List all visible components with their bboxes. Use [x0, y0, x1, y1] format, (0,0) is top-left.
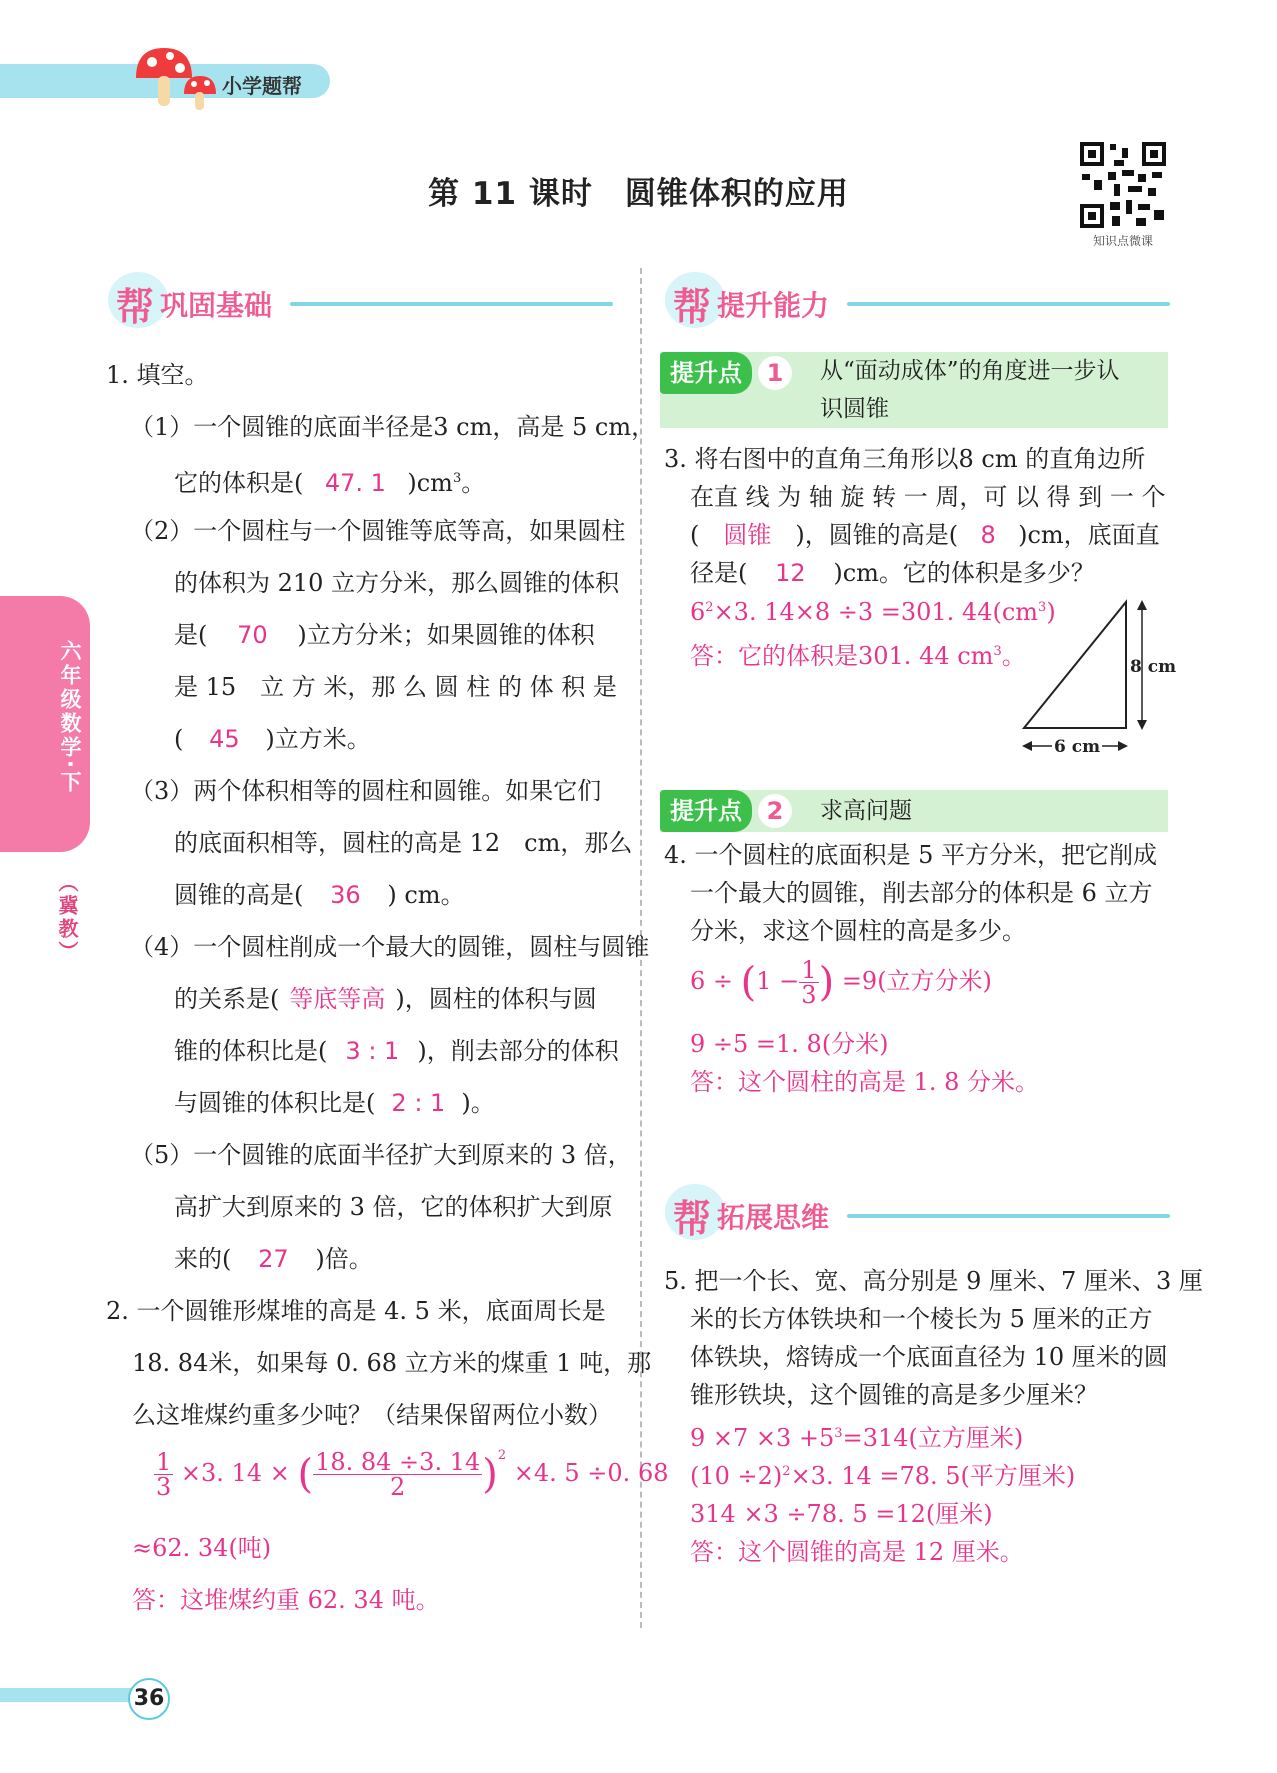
q1-p1-line1: （1）一个圆锥的底面半径是3 cm，高是 5 cm，	[130, 413, 656, 441]
q1-p2-line2: 的体积为 210 立方分米，那么圆锥的体积	[174, 569, 620, 597]
q4-solution-step2: 9 ÷5 =1. 8(分米)	[690, 1030, 889, 1058]
q5-answer: 答：这个圆锥的高是 12 厘米。	[690, 1538, 1024, 1566]
q3-line4: 径是( 12 )cm。它的体积是多少？	[690, 554, 1095, 592]
q3-answer: 答：它的体积是301. 44 $cm^3$。	[690, 642, 1026, 670]
section-line	[290, 302, 613, 306]
answer-blank: 2 : 1	[391, 1089, 446, 1117]
qr-code-icon[interactable]	[1078, 140, 1168, 230]
answer-blank: 3 : 1	[345, 1037, 400, 1065]
section-extend-header	[665, 1184, 1170, 1240]
q4-solution-step1: 6 ÷ (1 − $\frac{1}{3}$ ) =9(立方分米)	[690, 956, 992, 1009]
answer-blank: 12	[775, 559, 806, 587]
q4-line3: 分米，求这个圆柱的高是多少。	[690, 917, 1026, 945]
q1-p5-line1: （5）一个圆锥的底面半径扩大到原来的 3 倍，	[130, 1141, 632, 1169]
q1-p2-line3: 是( 70 )立方分米；如果圆锥的体积	[174, 616, 595, 654]
brand-name: 小学题帮	[222, 74, 302, 98]
q1-p4-line1: （4）一个圆柱削成一个最大的圆锥，圆柱与圆锥	[130, 933, 650, 961]
right-triangle-figure	[1010, 596, 1177, 762]
q5-solution-step3: 314 ×3 ÷78. 5 =12(厘米)	[690, 1500, 993, 1528]
q1-p3-line3: 圆锥的高是( 36 ) cm。	[174, 876, 465, 914]
page-title: 第 11 课时 圆锥体积的应用	[428, 176, 849, 212]
q1-p2-line5: ( 45 )立方米。	[174, 720, 371, 758]
q4-line1: 4. 一个圆柱的底面积是 5 平方分米，把它削成	[664, 841, 1158, 869]
section-line	[847, 302, 1170, 306]
section-badge: 帮	[108, 272, 168, 328]
q1-p4-line3: 锥的体积比是( 3 : 1 )，削去部分的体积	[174, 1032, 619, 1070]
point1-text-line2: 识圆锥	[820, 396, 889, 422]
q3-line3: ( 圆锥 )，圆锥的高是( 8 )cm，底面直	[690, 516, 1160, 554]
section-basic-header	[108, 272, 613, 328]
section-title: 提升能力	[717, 289, 830, 322]
page-number: 36	[128, 1678, 170, 1720]
q3-line2: 在直 线 为 轴 旋 转 一 周，可 以 得 到 一 个	[690, 483, 1166, 511]
point1-tag: 提升点	[660, 352, 752, 394]
q1-p2-line1: （2）一个圆柱与一个圆锥等底等高，如果圆柱	[130, 517, 626, 545]
q1-p2-line4: 是 15 立 方 米，那 么 圆 柱 的 体 积 是	[174, 673, 617, 701]
answer-blank: 70	[237, 621, 268, 649]
q5-line2: 米的长方体铁块和一个棱长为 5 厘米的正方	[690, 1305, 1153, 1333]
q1-p1-line2: 它的体积是( 47. 1 )$cm^3$。	[174, 460, 485, 502]
q1-p5-line2: 高扩大到原来的 3 倍，它的体积扩大到原	[174, 1193, 613, 1221]
q5-line1: 5. 把一个长、宽、高分别是 9 厘米、7 厘米、3 厘	[664, 1267, 1203, 1295]
point1-bar	[660, 352, 1168, 428]
point1-text-line1: 从“面动成体”的角度进一步认	[820, 358, 1120, 384]
point2-text: 求高问题	[820, 798, 912, 824]
section-badge: 帮	[665, 272, 725, 328]
point2-number: 2	[758, 794, 792, 828]
q1-p3-line1: （3）两个体积相等的圆柱和圆锥。如果它们	[130, 777, 602, 805]
q1-p3-line2: 的底面积相等，圆柱的高是 12 cm，那么	[174, 829, 633, 857]
q2-answer: 答：这堆煤约重 62. 34 吨。	[132, 1586, 440, 1614]
answer-blank: 27	[258, 1245, 289, 1273]
side-tab-edition: （冀教）	[55, 872, 79, 964]
q3-line1: 3. 将右图中的直角三角形以8 cm 的直角边所	[664, 445, 1146, 473]
point1-number: 1	[758, 356, 792, 390]
point2-tag: 提升点	[660, 790, 752, 832]
section-title: 拓展思维	[717, 1201, 830, 1234]
q1-title: 1. 填空。	[106, 361, 209, 389]
mushroom-logo-icon	[128, 42, 228, 112]
answer-blank: 等底等高	[289, 985, 386, 1013]
answer-blank: 47. 1	[324, 469, 386, 497]
q2-line1: 2. 一个圆锥形煤堆的高是 4. 5 米，底面周长是	[106, 1297, 606, 1325]
triangle-height-label: 8 cm	[1130, 657, 1177, 677]
q4-answer: 答：这个圆柱的高是 1. 8 分米。	[690, 1068, 1040, 1096]
point2-bar	[660, 790, 1168, 832]
answer-blank: 8	[980, 521, 996, 549]
q2-line2: 18. 84米，如果每 0. 68 立方米的煤重 1 吨，那	[132, 1349, 652, 1377]
answer-blank: 36	[330, 881, 361, 909]
triangle-base-label: 6 cm	[1054, 737, 1101, 757]
qr-caption: 知识点微课	[1092, 234, 1153, 248]
q2-solution-step1: $\frac{1}{3}$ ×3. 14 × ( $\frac{18. 84 \div 3. 14}{2}$ )$^2$ ×4. 5 ÷0. 68	[156, 1448, 669, 1501]
section-line	[847, 1214, 1170, 1218]
section-badge: 帮	[665, 1184, 725, 1240]
section-improve-header	[665, 272, 1170, 328]
q2-solution-step2: ≈62. 34(吨)	[132, 1534, 272, 1562]
q5-solution-step1: $9 \times 7 \times 3 +5^3=314$(立方厘米)	[690, 1424, 1024, 1452]
q2-line3: 么这堆煤约重多少吨？（结果保留两位小数）	[132, 1401, 612, 1429]
q5-solution-step2: $(10 \div 2)^2\times 3$. 14 =78. 5(平方厘米)	[690, 1462, 1076, 1490]
answer-blank: 圆锥	[723, 521, 772, 549]
q1-p5-line3: 来的( 27 )倍。	[174, 1240, 373, 1278]
q1-p4-line2: 的关系是( 等底等高 )，圆柱的体积与圆	[174, 980, 597, 1018]
side-tab-grade: 六年级数学·下	[58, 640, 82, 795]
answer-blank: 45	[209, 725, 240, 753]
q1-p4-line4: 与圆锥的体积比是( 2 : 1 )。	[174, 1084, 495, 1122]
section-title: 巩固基础	[160, 289, 273, 322]
q5-line4: 锥形铁块，这个圆锥的高是多少厘米？	[690, 1381, 1098, 1409]
q5-line3: 体铁块，熔铸成一个底面直径为 10 厘米的圆	[690, 1343, 1168, 1371]
q4-line2: 一个最大的圆锥，削去部分的体积是 6 立方	[690, 879, 1153, 907]
q3-solution-step1: $6^2\times 3$. 14×8 ÷3 =301. $44(cm^3)$	[690, 598, 1056, 626]
